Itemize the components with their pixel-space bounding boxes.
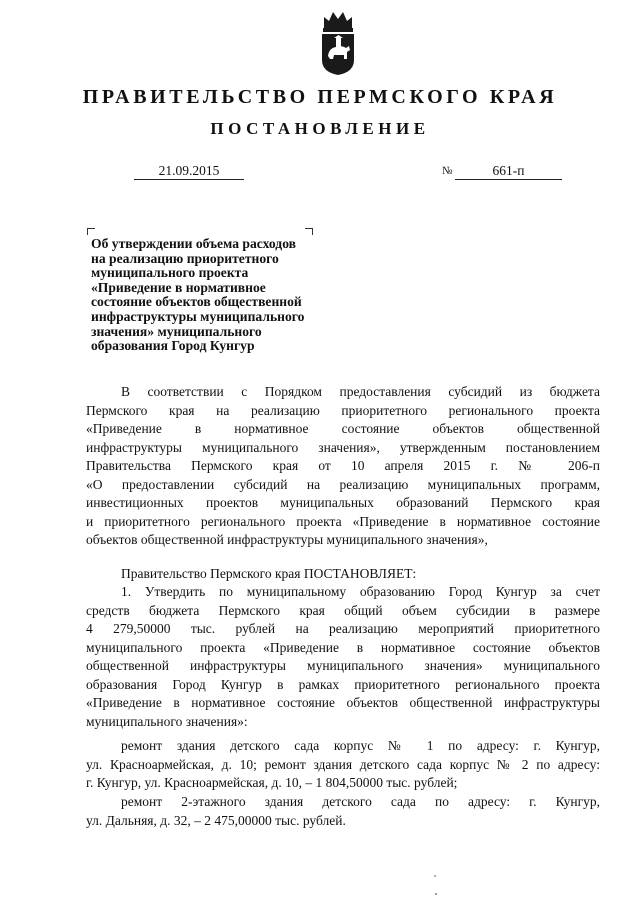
subject-line: Об утверждении объема расходов [91,236,296,251]
text-line: инфраструктуры муниципального значения», утвержденным постановлением [86,439,600,455]
subject-line: на реализацию приоритетного [91,250,279,266]
text-line: 1. Утвердить по муниципальному образованию Город Кунгур за счет [121,584,600,599]
text-line: «Приведение в нормативное состояние объектов общественной инфраструктуры [86,695,600,711]
text-line: «Приведение в нормативное состояние объектов общественной [86,421,600,437]
preamble-paragraph [86,383,600,550]
text-line: муниципального проекта «Приведение в нормативное состояние объектов [86,639,600,655]
text-line: Правительства Пермского края от 10 апреля 2015 г. № 206-п [86,458,600,474]
text-line: инвестиционных проектов муниципальных образований Пермского края [86,495,600,511]
subject-line: значения» муниципального [91,323,262,339]
subject-line: «Приведение в нормативное [91,279,266,295]
document-subject [91,237,341,354]
document-number: 661-п [455,163,562,180]
subject-line: инфраструктуры муниципального [91,308,305,324]
subject-corner-left [87,228,95,235]
text-line: ремонт 2-этажного здания детского сада по адресу: г. Кунгур, [121,794,600,809]
text-line: ул. Красноармейская, д. 10; ремонт здания детского сада корпус № 2 по адресу: [86,756,600,772]
item-kindergarten-1-2 [86,737,600,793]
scan-speck-marks [432,870,442,900]
subject-line: состояние объектов общественной [91,294,302,310]
government-title: ПРАВИТЕЛЬСТВО ПЕРМСКОГО КРАЯ [82,86,558,108]
subject-line: образования Город Кунгур [91,338,255,354]
subject-line: муниципального проекта [91,265,249,281]
text-line: ремонт здания детского сада корпус № 1 по адресу: г. Кунгур, [121,738,600,753]
text-line: и приоритетного регионального проекта «Приведение в нормативное состояние [86,513,600,529]
text-line: Пермского края на реализацию приоритетного регионального проекта [86,402,600,418]
text-line: г. Кунгур, ул. Красноармейская, д. 10, – 1 804,50000 тыс. рублей; [86,775,458,791]
subject-corner-right [305,228,313,235]
text-line: 4 279,50000 тыс. рублей на реализацию мероприятий приоритетного [86,621,600,637]
text-line: В соответствии с Порядком предоставления субсидий из бюджета [121,384,600,399]
text-line: объектов общественной инфраструктуры муниципального значения», [86,532,488,548]
text-line: ул. Дальняя, д. 32, – 2 475,00000 тыс. рублей. [86,812,346,828]
text-line: образования Город Кунгур в рамках приоритетного регионального проекта [86,676,600,692]
text-line: общественной инфраструктуры муниципального значения» муниципального [86,658,600,674]
perm-krai-coat-of-arms-icon [318,8,358,76]
text-line: «О предоставлении субсидий на реализацию муниципальных программ, [86,476,600,492]
document-type: ПОСТАНОВЛЕНИЕ [210,119,430,138]
number-sign: № [442,165,453,177]
text-line: муниципального значения»: [86,713,248,729]
clause-1-paragraph [86,583,600,731]
text-line: Правительство Пермского края ПОСТАНОВЛЯЕТ: [121,566,417,581]
item-kindergarten-dalnyaya [86,793,600,830]
document-date: 21.09.2015 [134,163,244,180]
resolves-paragraph [86,565,600,584]
text-line: средств бюджета Пермского края общий объем субсидии в размере [86,602,600,618]
